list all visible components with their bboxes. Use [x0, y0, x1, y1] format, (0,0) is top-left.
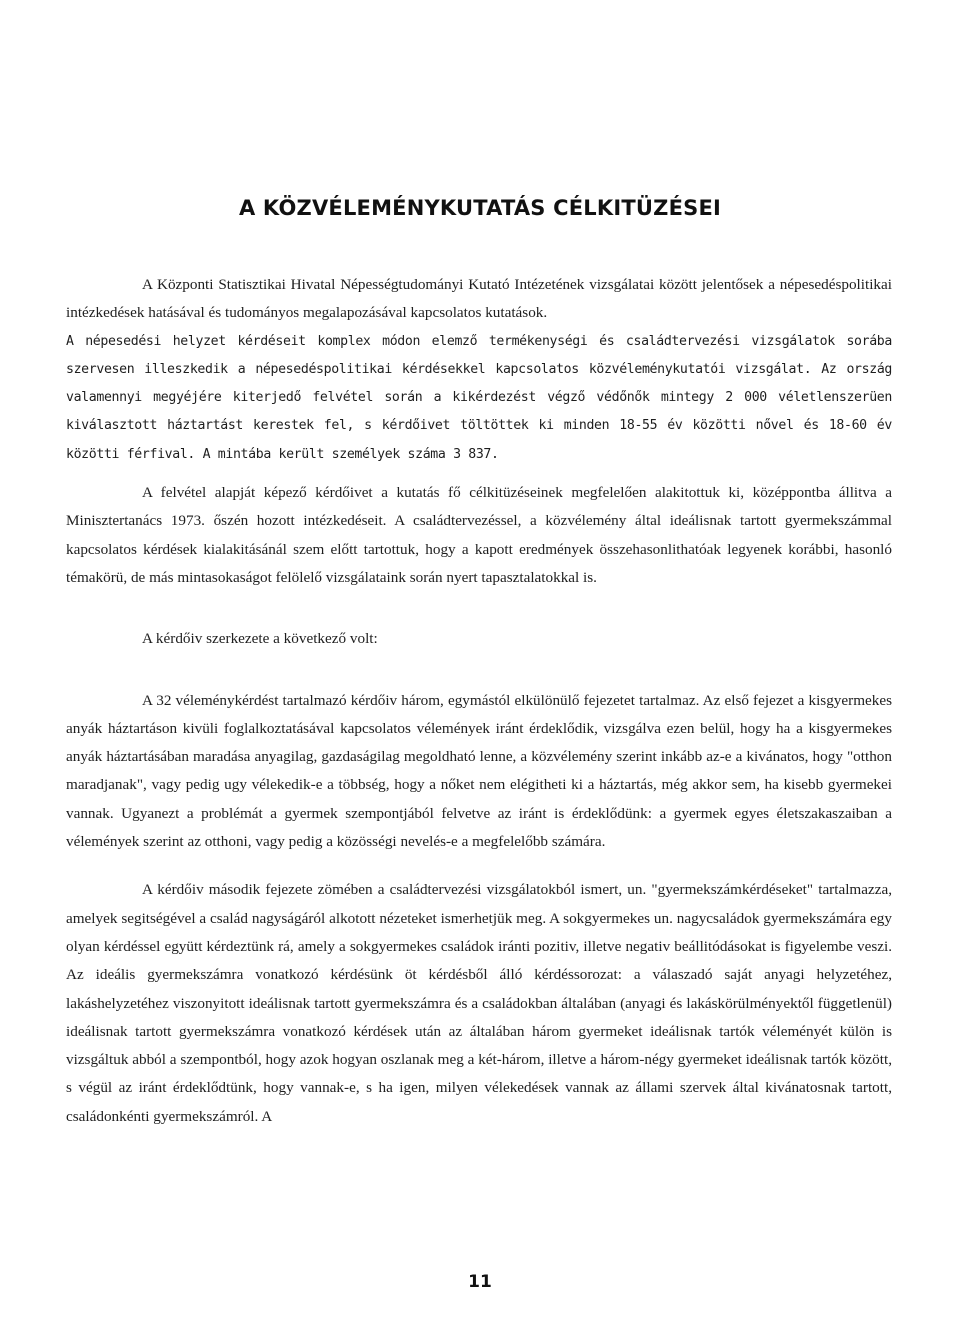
paragraph-first-chapter: A 32 véleménykérdést tartalmazó kérdőiv három, egymástól elkülönülő fejezetet tartalmaz. Az első fejezet a kisgyermekes anyák háztartáson kivüli foglalkoztatásával kapcsolatos vélemények iránt érdeklődik, vizsgálva ezen belül, hogy ha a kisgyermekes anyák háztartásában maradása anyagilag, gazdaságilag megoldható lenne, a közvélemény szerint inkább az-e a kivánatos, hogy "otthon maradjanak", vagy pedig ugy vélekedik-e a többség, hogy a nőket nem elégitheti ki a háztartás, még akkor sem, ha kisebb gyermekei vannak. Ugyanezt a problémát a gyermek szempontjából felvetve az iránt is érdeklődünk: a gyermek egyes életszakaszaiban a vélemények szerint az otthoni, vagy pedig a közösségi nevelés-e a megfelelőbb számára.: [66, 691, 892, 851]
paragraph-second-chapter: A kérdőiv második fejezete zömében a családtervezési vizsgálatokból ismert, un. "gyermekszámkérdéseket" tartalmazza, amelyek segitségével a család nagyságáról alkotott nézeteket ismerhetjük meg. A sokgyermekes un. nagycsaládok gyermekszámára egy olyan kérdéssel együtt kérdeztünk rá, amely a sokgyermekes családok iránti pozitiv, illetve negativ beállitódásokat is figyelembe veszi. Az ideális gyermekszámra vonatkozó kérdésünk öt kérdésből álló kérdéssorozat: a válaszadó saját anyagi helyzetéhez, lakáshelyzetéhez viszonyitott ideálisnak tartott gyermekszámra és a családokban általában (anyagi és lakáskörülményektől függetlenül) ideálisnak tartott gyermekszámra vonatkozó kérdések után az általában három gyermeket ideálisnak tartók véleményét külön is vizsgáltuk abból a szempontból, hogy azok hogyan oszlanak meg a két-három, illetve a három-négy gyermeket ideálisnak tartók között, s végül az iránt érdeklődtünk, hogy vannak-e, s ha igen, milyen vélekedések vannak az állami szervek által kivánatosnak tartott, családonkénti gyermekszámról. A: [66, 881, 892, 1125]
paragraph-survey: A népesedési helyzet kérdéseit komplex módon elemző termékenységi és családtervezési vizsgálatok sorába szervesen illeszkedik a népesedéspolitikai kérdésekkel kapcsolatos közvéleménykutatói vizsgálat. Az ország valamennyi megyéjére kiterjedő felvétel során a kikérdezést végző védőnők mintegy 2 000 véletlenszerüen kiválasztott háztartást kerestek fel, s kérdőivet töltöttek ki minden 18-55 év közötti nővel és 18-60 év közötti férfival. A mintába került személyek száma 3 837.: [66, 333, 892, 462]
paragraph-questionnaire-basis: A felvétel alapját képező kérdőivet a kutatás fő célkitüzéseinek megfelelően alakitottuk ki, középpontba állitva a Minisztertanács 1973. őszén hozott intézkedéseit. A családtervezéssel, a közvélemény által ideálisnak tartott gyermekszámmal kapcsolatos kérdések kialakitásánál szem előtt tartottuk, hogy a kapott eredmények összehasonlithatóak legyenek korábbi, hasonló témakörü, de más mintasokaságot felölelő vizsgálataink során nyert tapasztalatokkal is.: [66, 484, 892, 586]
paragraph-structure-heading: A kérdőiv szerkezete a következő volt:: [142, 630, 378, 648]
paragraph-intro: A Központi Statisztikai Hivatal Népességtudományi Kutató Intézetének vizsgálatai között jelentősek a népesedéspolitikai intézkedések hatásával és tudományos megalapozásával kapcsolatos kutatások.: [66, 276, 892, 322]
body-text: [66, 271, 892, 1131]
page-title: A KÖZVÉLEMÉNYKUTATÁS CÉLKITÜZÉSEI: [238, 196, 722, 220]
page-number: 11: [468, 1272, 492, 1292]
